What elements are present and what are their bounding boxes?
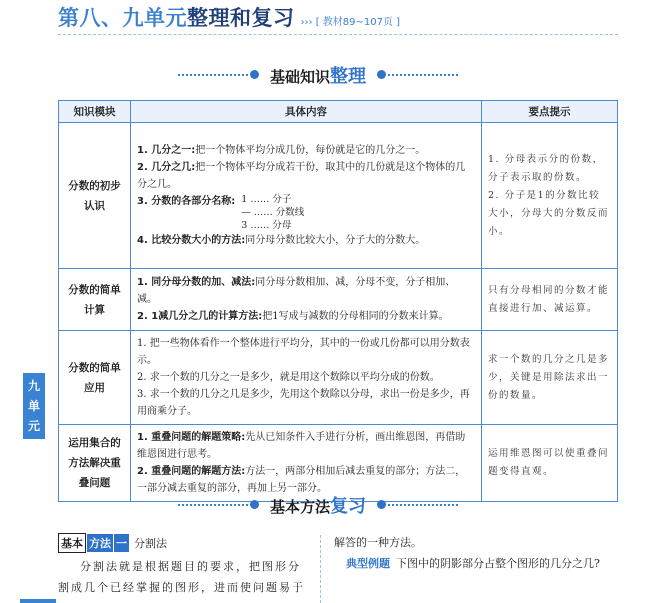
column-header: 知识模块	[59, 101, 131, 123]
content-cell	[131, 331, 482, 425]
method-heading	[58, 534, 308, 552]
section-title	[256, 62, 380, 88]
dotted-line	[178, 504, 248, 506]
method-badge: 方法	[87, 534, 113, 552]
tip-item: 运用维恩图可以使重叠问题变得直观。	[488, 448, 610, 477]
example-section	[334, 532, 624, 574]
column-divider	[320, 535, 321, 603]
table-header-row	[59, 101, 618, 123]
table-row	[59, 123, 618, 269]
method-section	[58, 534, 308, 598]
textbook-ref: [ 教材89~107页 ]	[315, 17, 401, 28]
title-part2: 整理和复习	[187, 6, 295, 30]
dotted-line	[388, 504, 458, 506]
table-row	[59, 331, 618, 425]
section-title-highlight: 整理	[330, 66, 366, 87]
textbook-reference	[301, 13, 401, 28]
fraction-part: 3 …… 分母	[241, 220, 292, 231]
content-item: 2. 几分之几:把一个物体平均分成若干份，取其中的几份就是这个物体的几分之几。	[137, 162, 466, 190]
tip-item: 求一个数的几分之几是多少，关键是用除法求出一份的数量。	[488, 353, 610, 401]
example-question	[334, 553, 624, 574]
tips-cell	[482, 425, 618, 502]
fraction-part: — …… 分数线	[241, 207, 305, 218]
content-item: 3. 分数的各部分名称: 1 …… 分子 — …… 分数线 3 …… 分母	[137, 194, 305, 231]
content-item: 4. 比较分数大小的方法:同分母分数比较大小，分子大的分数大。	[137, 235, 426, 246]
example-label: 典型例题	[346, 557, 390, 570]
table-row	[59, 269, 618, 331]
tips-cell	[482, 331, 618, 425]
tip-item: 2. 分子是1的分数比较大小，分母大的分数反而小。	[488, 189, 610, 237]
page-header	[58, 4, 400, 32]
dotted-line	[178, 74, 248, 76]
content-item: 2. 重叠问题的解题方法:方法一，两部分相加后减去重复的部分；方法二，一部分减去重复的部分，再加上另一部分。	[137, 466, 466, 494]
title-divider	[58, 34, 618, 35]
content-cell	[131, 269, 482, 331]
page-title	[58, 2, 295, 32]
unit-side-tab	[23, 373, 45, 439]
knowledge-table	[58, 100, 618, 502]
content-item: 1. 重叠问题的解题策略:先从已知条件入手进行分析，画出维恩图，再借助维恩图进行思考。	[137, 432, 466, 460]
tips-cell	[482, 269, 618, 331]
module-cell: 分数的初步认识	[59, 123, 131, 269]
side-tab-char: 九	[27, 379, 40, 393]
column-header: 要点提示	[482, 101, 618, 123]
tip-item: 1. 分母表示分的份数，分子表示取的份数。	[488, 153, 604, 183]
content-item: 1. 把一些物体看作一个整体进行平均分，其中的一份或几份都可以用分数表示。	[137, 338, 470, 366]
page-edge-bar	[20, 599, 56, 603]
method-continuation: 解答的一种方法。	[334, 536, 422, 549]
content-item: 2. 1减几分之几的计算方法:把1写成与减数的分母相同的分数来计算。	[137, 311, 449, 322]
module-cell: 分数的简单应用	[59, 331, 131, 425]
module-cell: 运用集合的方法解决重叠问题	[59, 425, 131, 502]
content-item: 2. 求一个数的几分之一是多少，就是用这个数除以平均分成的份数。	[137, 372, 440, 383]
dotted-line	[388, 74, 458, 76]
title-part1: 第八、九单元	[58, 6, 187, 30]
method-description: 分割法就是根据题目的要求，把图形分割成几个已经掌握的图形，进而使问题易于	[58, 560, 305, 594]
section-heading-methods	[178, 492, 458, 518]
fraction-part: 1 …… 分子	[241, 194, 292, 205]
content-cell	[131, 425, 482, 502]
tips-cell	[482, 123, 618, 269]
section-title-highlight: 复习	[330, 496, 366, 517]
content-cell	[131, 123, 482, 269]
module-cell: 分数的简单计算	[59, 269, 131, 331]
side-tab-char: 单	[27, 399, 40, 413]
method-name: 分割法	[134, 537, 167, 550]
column-header: 具体内容	[131, 101, 482, 123]
example-text: 下图中的阴影部分占整个图形的几分之几?	[396, 557, 600, 570]
content-item: 1. 同分母分数的加、减法:同分母分数相加、减，分母不变，分子相加、减。	[137, 277, 456, 305]
content-item: 1. 几分之一:把一个物体平均分成几份，每份就是它的几分之一。	[137, 145, 426, 156]
section-title-plain: 基本方法	[269, 498, 330, 516]
fraction-parts	[241, 193, 304, 232]
method-badge: 一	[114, 534, 129, 552]
section-title-plain: 基础知识	[269, 68, 330, 86]
method-badge: 基本	[58, 533, 86, 553]
arrows-icon: ›››	[300, 17, 313, 28]
section-title	[256, 492, 380, 518]
side-tab-char: 元	[27, 419, 40, 433]
table-row	[59, 425, 618, 502]
section-heading-basics	[178, 62, 458, 88]
bullet-icon	[377, 70, 386, 79]
bullet-icon	[377, 500, 386, 509]
tip-item: 只有分母相同的分数才能直接进行加、减运算。	[488, 284, 610, 314]
content-item: 3. 求一个数的几分之几是多少，先用这个数除以分母，求出一份是多少，再用商乘分子。	[137, 389, 470, 417]
